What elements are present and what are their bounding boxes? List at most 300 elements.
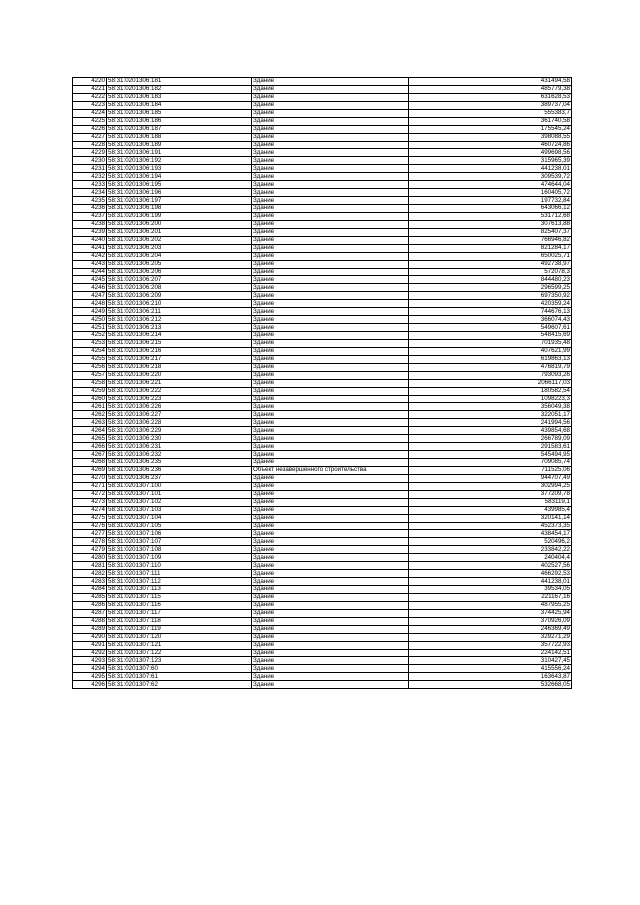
table-row xyxy=(73,363,572,371)
cadastral-value-cell: 466292,53 xyxy=(409,570,572,578)
cadastral-number-cell: 58:31:0201306:196 xyxy=(107,189,252,197)
cadastral-value-cell: 431494,58 xyxy=(409,78,572,86)
cadastral-number-cell: 58:31:0201306:211 xyxy=(107,308,252,316)
object-type-cell: Здание xyxy=(252,157,409,165)
row-number-cell: 4235 xyxy=(73,197,107,205)
cadastral-number-cell: 58:31:0201307:120 xyxy=(107,633,252,641)
row-number-cell: 4248 xyxy=(73,300,107,308)
table-row xyxy=(73,530,572,538)
cadastral-number-cell: 58:31:0201307:111 xyxy=(107,570,252,578)
table-row xyxy=(73,498,572,506)
cadastral-value-cell: 744676,13 xyxy=(409,308,572,316)
table-row xyxy=(73,332,572,340)
row-number-cell: 4242 xyxy=(73,252,107,260)
cadastral-value-cell: 709085,74 xyxy=(409,459,572,467)
object-type-cell: Здание xyxy=(252,649,409,657)
cadastral-value-cell: 476819,79 xyxy=(409,363,572,371)
cadastral-value-cell: 485779,38 xyxy=(409,85,572,93)
cadastral-number-cell: 58:31:0201307:110 xyxy=(107,562,252,570)
cadastral-number-cell: 58:31:0201306:217 xyxy=(107,355,252,363)
table-row xyxy=(73,514,572,522)
row-number-cell: 4240 xyxy=(73,236,107,244)
table-row xyxy=(73,308,572,316)
row-number-cell: 4222 xyxy=(73,93,107,101)
cadastral-number-cell: 58:31:0201306:232 xyxy=(107,451,252,459)
cadastral-value-cell: 549607,61 xyxy=(409,324,572,332)
table-row xyxy=(73,419,572,427)
cadastral-number-cell: 58:31:0201307:102 xyxy=(107,498,252,506)
row-number-cell: 4250 xyxy=(73,316,107,324)
cadastral-value-cell: 555383,7 xyxy=(409,109,572,117)
row-number-cell: 4289 xyxy=(73,625,107,633)
cadastral-number-cell: 58:31:0201306:185 xyxy=(107,109,252,117)
object-type-cell: Здание xyxy=(252,443,409,451)
table-row xyxy=(73,371,572,379)
row-number-cell: 4249 xyxy=(73,308,107,316)
cadastral-number-cell: 58:31:0201307:122 xyxy=(107,649,252,657)
object-type-cell: Здание xyxy=(252,363,409,371)
row-number-cell: 4256 xyxy=(73,363,107,371)
object-type-cell: Здание xyxy=(252,578,409,586)
row-number-cell: 4245 xyxy=(73,276,107,284)
row-number-cell: 4288 xyxy=(73,617,107,625)
object-type-cell: Здание xyxy=(252,522,409,530)
table-row xyxy=(73,236,572,244)
cadastral-value-cell: 492738,97 xyxy=(409,260,572,268)
cadastral-number-cell: 58:31:0201306:231 xyxy=(107,443,252,451)
cadastral-value-cell: 377209,78 xyxy=(409,490,572,498)
object-type-cell: Здание xyxy=(252,395,409,403)
object-type-cell: Здание xyxy=(252,435,409,443)
cadastral-value-cell: 545494,95 xyxy=(409,451,572,459)
cadastral-number-cell: 58:31:0201306:236 xyxy=(107,466,252,474)
table-row xyxy=(73,506,572,514)
cadastral-value-cell: 643066,12 xyxy=(409,205,572,213)
object-type-cell: Здание xyxy=(252,633,409,641)
table-row xyxy=(73,141,572,149)
object-type-cell: Здание xyxy=(252,482,409,490)
row-number-cell: 4255 xyxy=(73,355,107,363)
cadastral-number-cell: 58:31:0201307:113 xyxy=(107,586,252,594)
table-row xyxy=(73,268,572,276)
cadastral-value-cell: 697350,92 xyxy=(409,292,572,300)
table-row xyxy=(73,355,572,363)
cadastral-number-cell: 58:31:0201307:118 xyxy=(107,617,252,625)
row-number-cell: 4243 xyxy=(73,260,107,268)
cadastral-value-cell: 441238,01 xyxy=(409,578,572,586)
object-type-cell: Здание xyxy=(252,657,409,665)
cadastral-value-cell: 415556,24 xyxy=(409,665,572,673)
row-number-cell: 4230 xyxy=(73,157,107,165)
cadastral-value-cell: 766946,82 xyxy=(409,236,572,244)
object-type-cell: Здание xyxy=(252,125,409,133)
row-number-cell: 4285 xyxy=(73,593,107,601)
row-number-cell: 4258 xyxy=(73,379,107,387)
object-type-cell: Здание xyxy=(252,403,409,411)
cadastral-value-cell: 460724,86 xyxy=(409,141,572,149)
cadastral-value-cell: 420359,24 xyxy=(409,300,572,308)
table-row xyxy=(73,292,572,300)
table-row xyxy=(73,252,572,260)
cadastral-number-cell: 58:31:0201306:187 xyxy=(107,125,252,133)
row-number-cell: 4238 xyxy=(73,220,107,228)
cadastral-number-cell: 58:31:0201306:204 xyxy=(107,252,252,260)
cadastral-value-cell: 650025,71 xyxy=(409,252,572,260)
object-type-cell: Здание xyxy=(252,236,409,244)
cadastral-value-cell: 402527,56 xyxy=(409,562,572,570)
cadastral-number-cell: 58:31:0201306:222 xyxy=(107,387,252,395)
row-number-cell: 4262 xyxy=(73,411,107,419)
table-row xyxy=(73,125,572,133)
object-type-cell: Здание xyxy=(252,228,409,236)
cadastral-value-cell: 356049,38 xyxy=(409,403,572,411)
cadastral-number-cell: 58:31:0201307:112 xyxy=(107,578,252,586)
cadastral-number-cell: 58:31:0201306:198 xyxy=(107,205,252,213)
object-type-cell: Здание xyxy=(252,570,409,578)
row-number-cell: 4221 xyxy=(73,85,107,93)
object-type-cell: Здание xyxy=(252,355,409,363)
table-row xyxy=(73,228,572,236)
object-type-cell: Здание xyxy=(252,665,409,673)
cadastral-number-cell: 58:31:0201306:221 xyxy=(107,379,252,387)
object-type-cell: Здание xyxy=(252,625,409,633)
cadastral-value-cell: 197732,84 xyxy=(409,197,572,205)
cadastral-number-cell: 58:31:0201306:227 xyxy=(107,411,252,419)
cadastral-number-cell: 58:31:0201306:182 xyxy=(107,85,252,93)
cadastral-value-cell: 180582,54 xyxy=(409,387,572,395)
row-number-cell: 4266 xyxy=(73,443,107,451)
table-row xyxy=(73,482,572,490)
object-type-cell: Здание xyxy=(252,85,409,93)
cadastral-number-cell: 58:31:0201306:183 xyxy=(107,93,252,101)
table-row xyxy=(73,570,572,578)
cadastral-value-cell: 322051,17 xyxy=(409,411,572,419)
cadastral-number-cell: 58:31:0201306:212 xyxy=(107,316,252,324)
cadastral-number-cell: 58:31:0201306:230 xyxy=(107,435,252,443)
table-row xyxy=(73,133,572,141)
table-row xyxy=(73,443,572,451)
table-row xyxy=(73,459,572,467)
cadastral-value-cell: 438454,17 xyxy=(409,530,572,538)
cadastral-number-cell: 58:31:0201307:107 xyxy=(107,538,252,546)
row-number-cell: 4264 xyxy=(73,427,107,435)
object-type-cell: Здание xyxy=(252,427,409,435)
cadastral-value-cell: 631628,53 xyxy=(409,93,572,101)
cadastral-value-cell: 315965,39 xyxy=(409,157,572,165)
table-row xyxy=(73,586,572,594)
object-type-cell: Здание xyxy=(252,78,409,86)
table-row xyxy=(73,220,572,228)
cadastral-number-cell: 58:31:0201306:205 xyxy=(107,260,252,268)
row-number-cell: 4261 xyxy=(73,403,107,411)
cadastral-value-cell: 309539,72 xyxy=(409,173,572,181)
row-number-cell: 4252 xyxy=(73,332,107,340)
cadastral-number-cell: 58:31:0201306:237 xyxy=(107,474,252,482)
row-number-cell: 4223 xyxy=(73,101,107,109)
cadastral-value-cell: 241994,56 xyxy=(409,419,572,427)
table-row xyxy=(73,665,572,673)
table-row xyxy=(73,197,572,205)
cadastral-number-cell: 58:31:0201307:109 xyxy=(107,554,252,562)
object-type-cell: Здание xyxy=(252,538,409,546)
object-type-cell: Здание xyxy=(252,220,409,228)
cadastral-number-cell: 58:31:0201306:208 xyxy=(107,284,252,292)
table-row xyxy=(73,657,572,665)
row-number-cell: 4271 xyxy=(73,482,107,490)
row-number-cell: 4274 xyxy=(73,506,107,514)
row-number-cell: 4220 xyxy=(73,78,107,86)
cadastral-value-cell: 474644,04 xyxy=(409,181,572,189)
cadastral-number-cell: 58:31:0201306:213 xyxy=(107,324,252,332)
table-row xyxy=(73,149,572,157)
cadastral-value-cell: 39534,05 xyxy=(409,586,572,594)
cadastral-value-cell: 531712,68 xyxy=(409,212,572,220)
table-row xyxy=(73,117,572,125)
object-type-cell: Здание xyxy=(252,141,409,149)
object-type-cell: Здание xyxy=(252,641,409,649)
table-row xyxy=(73,673,572,681)
object-type-cell: Здание xyxy=(252,554,409,562)
table-row xyxy=(73,554,572,562)
cadastral-value-cell: 291583,61 xyxy=(409,443,572,451)
object-type-cell: Здание xyxy=(252,300,409,308)
object-type-cell: Здание xyxy=(252,101,409,109)
data-table xyxy=(72,77,572,689)
cadastral-number-cell: 58:31:0201306:228 xyxy=(107,419,252,427)
object-type-cell: Здание xyxy=(252,205,409,213)
object-type-cell: Здание xyxy=(252,332,409,340)
table-row xyxy=(73,681,572,689)
table-row xyxy=(73,284,572,292)
table-row xyxy=(73,395,572,403)
row-number-cell: 4284 xyxy=(73,586,107,594)
cadastral-number-cell: 58:31:0201306:229 xyxy=(107,427,252,435)
cadastral-value-cell: 520496,2 xyxy=(409,538,572,546)
cadastral-number-cell: 58:31:0201306:206 xyxy=(107,268,252,276)
object-type-cell: Здание xyxy=(252,109,409,117)
cadastral-value-cell: 821284,17 xyxy=(409,244,572,252)
cadastral-number-cell: 58:31:0201306:201 xyxy=(107,228,252,236)
cadastral-value-cell: 302994,25 xyxy=(409,482,572,490)
table-row xyxy=(73,347,572,355)
cadastral-value-cell: 619863,13 xyxy=(409,355,572,363)
cadastral-value-cell: 439985,4 xyxy=(409,506,572,514)
cadastral-number-cell: 58:31:0201307:119 xyxy=(107,625,252,633)
table-row xyxy=(73,522,572,530)
table-row xyxy=(73,490,572,498)
cadastral-value-cell: 548415,69 xyxy=(409,332,572,340)
cadastral-number-cell: 58:31:0201306:218 xyxy=(107,363,252,371)
row-number-cell: 4291 xyxy=(73,641,107,649)
row-number-cell: 4247 xyxy=(73,292,107,300)
cadastral-number-cell: 58:31:0201307:117 xyxy=(107,609,252,617)
object-type-cell: Здание xyxy=(252,276,409,284)
cadastral-number-cell: 58:31:0201306:194 xyxy=(107,173,252,181)
table-row xyxy=(73,205,572,213)
table-row xyxy=(73,276,572,284)
table-row xyxy=(73,411,572,419)
object-type-cell: Здание xyxy=(252,268,409,276)
cadastral-number-cell: 58:31:0201307:103 xyxy=(107,506,252,514)
cadastral-value-cell: 499698,56 xyxy=(409,149,572,157)
object-type-cell: Здание xyxy=(252,324,409,332)
cadastral-value-cell: 361740,58 xyxy=(409,117,572,125)
row-number-cell: 4290 xyxy=(73,633,107,641)
cadastral-value-cell: 583119,1 xyxy=(409,498,572,506)
object-type-cell: Здание xyxy=(252,371,409,379)
table-row xyxy=(73,212,572,220)
object-type-cell: Здание xyxy=(252,165,409,173)
cadastral-number-cell: 58:31:0201306:189 xyxy=(107,141,252,149)
table-row xyxy=(73,260,572,268)
row-number-cell: 4229 xyxy=(73,149,107,157)
object-type-cell: Здание xyxy=(252,93,409,101)
cadastral-value-cell: 2066117,03 xyxy=(409,379,572,387)
table-row xyxy=(73,633,572,641)
cadastral-value-cell: 240404,4 xyxy=(409,554,572,562)
cadastral-value-cell: 487955,25 xyxy=(409,601,572,609)
object-type-cell: Здание xyxy=(252,617,409,625)
cadastral-value-cell: 944707,49 xyxy=(409,474,572,482)
cadastral-number-cell: 58:31:0201306:216 xyxy=(107,347,252,355)
cadastral-number-cell: 58:31:0201307:62 xyxy=(107,681,252,689)
object-type-cell: Здание xyxy=(252,308,409,316)
cadastral-value-cell: 366074,43 xyxy=(409,316,572,324)
row-number-cell: 4239 xyxy=(73,228,107,236)
table-row xyxy=(73,625,572,633)
cadastral-number-cell: 58:31:0201306:195 xyxy=(107,181,252,189)
row-number-cell: 4286 xyxy=(73,601,107,609)
row-number-cell: 4275 xyxy=(73,514,107,522)
cadastral-value-cell: 224142,51 xyxy=(409,649,572,657)
cadastral-number-cell: 58:31:0201306:214 xyxy=(107,332,252,340)
row-number-cell: 4224 xyxy=(73,109,107,117)
row-number-cell: 4294 xyxy=(73,665,107,673)
row-number-cell: 4244 xyxy=(73,268,107,276)
object-type-cell: Здание xyxy=(252,681,409,689)
table-row xyxy=(73,173,572,181)
cadastral-number-cell: 58:31:0201306:181 xyxy=(107,78,252,86)
object-type-cell: Объект незавершенного строительства xyxy=(252,466,409,474)
cadastral-number-cell: 58:31:0201306:203 xyxy=(107,244,252,252)
row-number-cell: 4276 xyxy=(73,522,107,530)
object-type-cell: Здание xyxy=(252,117,409,125)
object-type-cell: Здание xyxy=(252,260,409,268)
table-row xyxy=(73,617,572,625)
row-number-cell: 4233 xyxy=(73,181,107,189)
object-type-cell: Здание xyxy=(252,411,409,419)
cadastral-value-cell: 307613,88 xyxy=(409,220,572,228)
cadastral-number-cell: 58:31:0201306:188 xyxy=(107,133,252,141)
row-number-cell: 4293 xyxy=(73,657,107,665)
row-number-cell: 4231 xyxy=(73,165,107,173)
table-row xyxy=(73,562,572,570)
cadastral-number-cell: 58:31:0201306:192 xyxy=(107,157,252,165)
table-row xyxy=(73,109,572,117)
table-row xyxy=(73,601,572,609)
row-number-cell: 4278 xyxy=(73,538,107,546)
table-row xyxy=(73,157,572,165)
cadastral-number-cell: 58:31:0201306:220 xyxy=(107,371,252,379)
row-number-cell: 4263 xyxy=(73,419,107,427)
row-number-cell: 4279 xyxy=(73,546,107,554)
table-body xyxy=(73,78,572,689)
cadastral-value-cell: 825407,37 xyxy=(409,228,572,236)
row-number-cell: 4246 xyxy=(73,284,107,292)
row-number-cell: 4282 xyxy=(73,570,107,578)
row-number-cell: 4280 xyxy=(73,554,107,562)
row-number-cell: 4234 xyxy=(73,189,107,197)
cadastral-value-cell: 389737,04 xyxy=(409,101,572,109)
table-row xyxy=(73,593,572,601)
cadastral-value-cell: 160405,72 xyxy=(409,189,572,197)
cadastral-number-cell: 58:31:0201307:106 xyxy=(107,530,252,538)
cadastral-number-cell: 58:31:0201306:191 xyxy=(107,149,252,157)
table-row xyxy=(73,379,572,387)
row-number-cell: 4268 xyxy=(73,459,107,467)
cadastral-number-cell: 58:31:0201306:200 xyxy=(107,220,252,228)
object-type-cell: Здание xyxy=(252,133,409,141)
cadastral-value-cell: 175545,24 xyxy=(409,125,572,133)
object-type-cell: Здание xyxy=(252,586,409,594)
object-type-cell: Здание xyxy=(252,292,409,300)
row-number-cell: 4273 xyxy=(73,498,107,506)
cadastral-number-cell: 58:31:0201306:223 xyxy=(107,395,252,403)
row-number-cell: 4265 xyxy=(73,435,107,443)
cadastral-number-cell: 58:31:0201306:193 xyxy=(107,165,252,173)
cadastral-value-cell: 1098223,3 xyxy=(409,395,572,403)
table-row xyxy=(73,324,572,332)
row-number-cell: 4269 xyxy=(73,466,107,474)
cadastral-value-cell: 266789,09 xyxy=(409,435,572,443)
row-number-cell: 4270 xyxy=(73,474,107,482)
row-number-cell: 4259 xyxy=(73,387,107,395)
cadastral-value-cell: 844480,23 xyxy=(409,276,572,284)
cadastral-value-cell: 246369,49 xyxy=(409,625,572,633)
row-number-cell: 4253 xyxy=(73,339,107,347)
object-type-cell: Здание xyxy=(252,212,409,220)
row-number-cell: 4232 xyxy=(73,173,107,181)
table-row xyxy=(73,189,572,197)
cadastral-value-cell: 221167,16 xyxy=(409,593,572,601)
object-type-cell: Здание xyxy=(252,546,409,554)
cadastral-number-cell: 58:31:0201307:115 xyxy=(107,593,252,601)
cadastral-value-cell: 793093,26 xyxy=(409,371,572,379)
row-number-cell: 4225 xyxy=(73,117,107,125)
row-number-cell: 4272 xyxy=(73,490,107,498)
cadastral-number-cell: 58:31:0201307:105 xyxy=(107,522,252,530)
cadastral-number-cell: 58:31:0201307:123 xyxy=(107,657,252,665)
table-row xyxy=(73,339,572,347)
row-number-cell: 4296 xyxy=(73,681,107,689)
cadastral-value-cell: 310427,45 xyxy=(409,657,572,665)
cadastral-number-cell: 58:31:0201306:209 xyxy=(107,292,252,300)
row-number-cell: 4254 xyxy=(73,347,107,355)
cadastral-value-cell: 329271,29 xyxy=(409,633,572,641)
cadastral-value-cell: 701935,48 xyxy=(409,339,572,347)
table-row xyxy=(73,78,572,86)
row-number-cell: 4277 xyxy=(73,530,107,538)
object-type-cell: Здание xyxy=(252,252,409,260)
object-type-cell: Здание xyxy=(252,609,409,617)
cadastral-value-cell: 296599,25 xyxy=(409,284,572,292)
cadastral-value-cell: 320141,14 xyxy=(409,514,572,522)
row-number-cell: 4257 xyxy=(73,371,107,379)
table-row xyxy=(73,387,572,395)
row-number-cell: 4241 xyxy=(73,244,107,252)
table-row xyxy=(73,427,572,435)
object-type-cell: Здание xyxy=(252,530,409,538)
